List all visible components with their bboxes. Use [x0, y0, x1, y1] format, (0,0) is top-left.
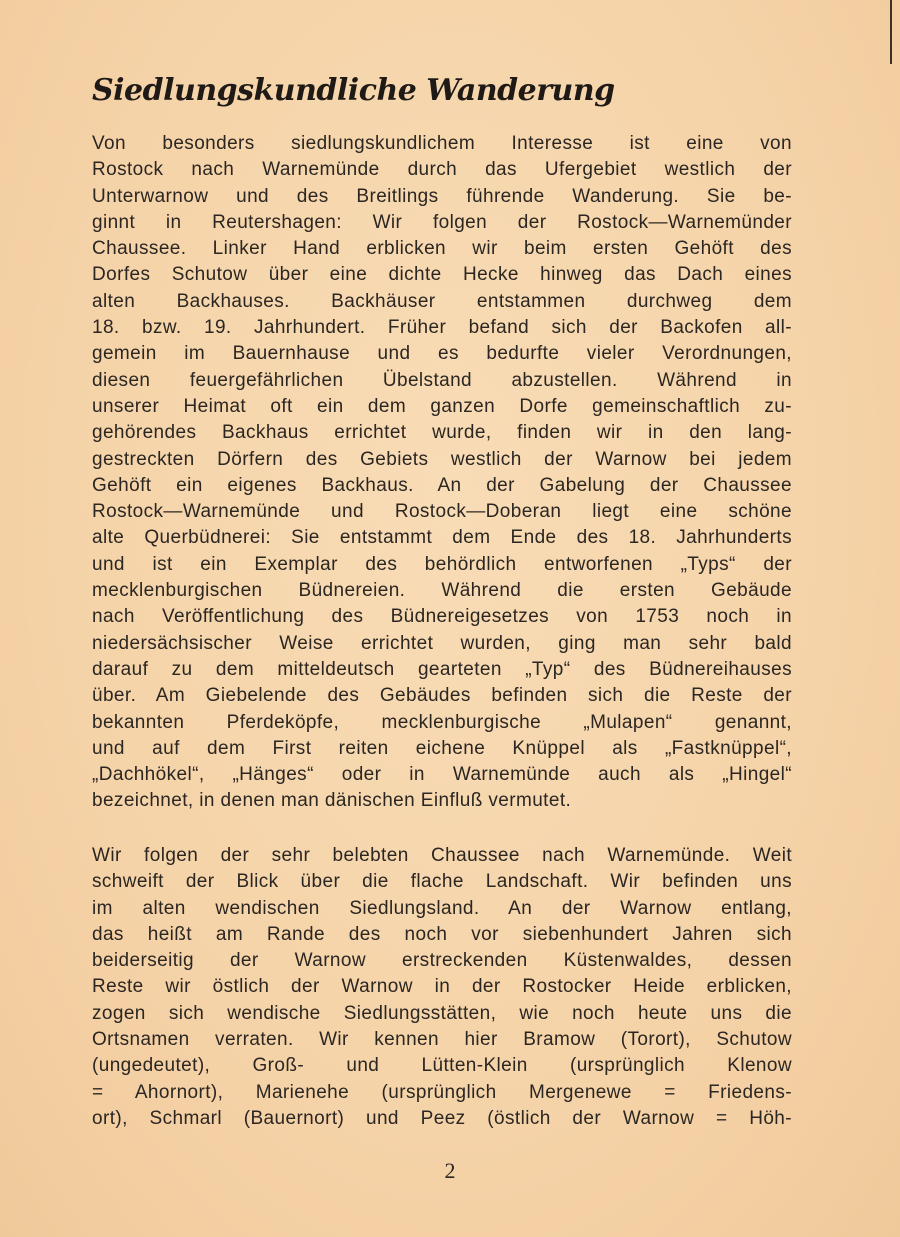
- text-line: niedersächsischer Weise errichtet wurden, ging man sehr bald: [92, 632, 792, 654]
- text-line: und auf dem First reiten eichene Knüppel als „Fastknüppel“,: [92, 737, 792, 759]
- text-line: gemein im Bauernhause und es bedurfte vieler Verordnungen,: [92, 343, 792, 365]
- text-line: bekannten Pferdeköpfe, mecklenburgische „Mulapen“ genannt,: [92, 711, 792, 733]
- text-line: „Dachhökel“, „Hänges“ oder in Warnemünde auch als „Hingel“: [92, 764, 792, 786]
- page-edge-line: [890, 0, 892, 64]
- text-line: schweift der Blick über die flache Landschaft. Wir befinden uns: [92, 871, 792, 893]
- text-line: Ortsnamen verraten. Wir kennen hier Bramow (Torort), Schutow: [92, 1029, 792, 1051]
- text-line: Dorfes Schutow über eine dichte Hecke hinweg das Dach eines: [92, 264, 792, 286]
- text-line: darauf zu dem mitteldeutsch gearteten „Typ“ des Büdnereihauses: [92, 658, 792, 680]
- text-line: gehörendes Backhaus errichtet wurde, finden wir in den lang-: [92, 422, 792, 444]
- text-line: und ist ein Exemplar des behördlich entworfenen „Typs“ der: [92, 553, 792, 575]
- page-title: Siedlungskundliche Wanderung: [92, 73, 615, 108]
- text-line: nach Veröffentlichung des Büdnereigesetzes von 1753 noch in: [92, 606, 792, 628]
- page-number: 2: [444, 1158, 456, 1183]
- text-line: Reste wir östlich der Warnow in der Rostocker Heide erblicken,: [92, 976, 792, 998]
- text-line: alte Querbüdnerei: Sie entstammt dem Ende des 18. Jahrhunderts: [92, 527, 792, 549]
- text-line: beiderseitig der Warnow erstreckenden Küstenwaldes, dessen: [92, 950, 792, 972]
- text-line: Chaussee. Linker Hand erblicken wir beim ersten Gehöft des: [92, 238, 792, 260]
- text-line: im alten wendischen Siedlungsland. An der Warnow entlang,: [92, 897, 792, 919]
- text-line: Rostock nach Warnemünde durch das Ufergebiet westlich der: [92, 159, 792, 181]
- text-line: Rostock—Warnemünde und Rostock—Doberan liegt eine schöne: [92, 501, 792, 523]
- text-line: bezeichnet, in denen man dänischen Einfluß vermutet.: [92, 790, 572, 812]
- text-line: 18. bzw. 19. Jahrhundert. Früher befand sich der Backofen all-: [92, 317, 792, 339]
- text-line: zogen sich wendische Siedlungsstätten, wie noch heute uns die: [92, 1002, 792, 1024]
- text-line: (ungedeutet), Groß- und Lütten-Klein (ursprünglich Klenow: [92, 1055, 792, 1077]
- text-line: ginnt in Reutershagen: Wir folgen der Rostock—Warnemünder: [92, 211, 792, 233]
- paragraph-1: [92, 131, 792, 815]
- text-line: Unterwarnow und des Breitlings führende Wanderung. Sie be-: [92, 185, 792, 207]
- text-line: über. Am Giebelende des Gebäudes befinden sich die Reste der: [92, 685, 792, 707]
- text-line: Wir folgen der sehr belebten Chaussee nach Warnemünde. Weit: [92, 845, 792, 866]
- text-line: Von besonders siedlungskundlichem Interesse ist eine von: [92, 133, 792, 154]
- text-line: = Ahornort), Marienehe (ursprünglich Mergenewe = Friedens-: [92, 1081, 792, 1103]
- text-line: gestreckten Dörfern des Gebiets westlich der Warnow bei jedem: [92, 448, 792, 470]
- text-line: alten Backhauses. Backhäuser entstammen durchweg dem: [92, 290, 792, 312]
- text-line: diesen feuergefährlichen Übelstand abzustellen. Während in: [92, 369, 792, 391]
- text-line: Gehöft ein eigenes Backhaus. An der Gabelung der Chaussee: [92, 474, 792, 496]
- text-line: mecklenburgischen Büdnereien. Während die ersten Gebäude: [92, 580, 792, 602]
- text-line: unserer Heimat oft ein dem ganzen Dorfe gemeinschaftlich zu-: [92, 395, 792, 417]
- text-line: das heißt am Rande des noch vor siebenhundert Jahren sich: [92, 923, 792, 945]
- text-line: ort), Schmarl (Bauernort) und Peez (östlich der Warnow = Höh-: [92, 1107, 792, 1129]
- paragraph-2: [92, 843, 792, 1132]
